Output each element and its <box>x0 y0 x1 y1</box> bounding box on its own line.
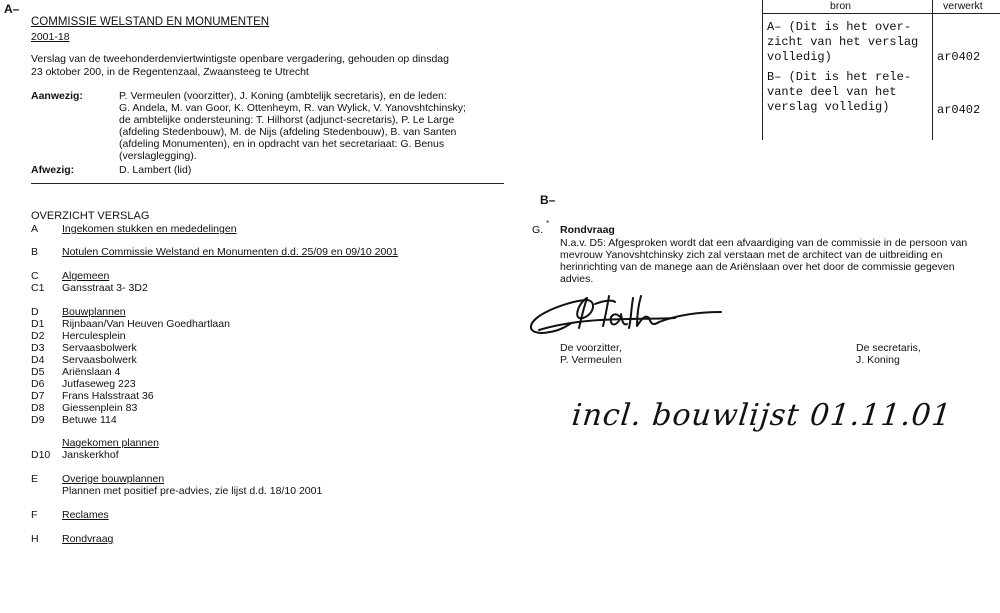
secretary-name: J. Koning <box>856 354 900 366</box>
overview-code: D6 <box>31 378 45 390</box>
section-divider <box>31 183 504 184</box>
overview-code: D10 <box>31 449 51 461</box>
overview-code: A <box>31 223 39 235</box>
overview-item: Ingekomen stukken en mededelingen <box>62 223 237 235</box>
overview-item: Servaasbolwerk <box>62 342 137 354</box>
present-line: de ambtelijke ondersteuning: T. Hilhorst (adjunct-secretaris), P. Le Large <box>119 114 455 126</box>
present-line: (afdeling Monumenten), en in opdracht van het secretariaat: G. Benus <box>119 138 445 150</box>
overview-code: D3 <box>31 342 45 354</box>
overview-item: Giessenplein 83 <box>62 402 138 414</box>
secretary-role: De secretaris, <box>856 342 921 354</box>
table-header-processed: verwerkt <box>943 0 983 12</box>
overview-item: Algemeen <box>62 270 110 282</box>
margin-mark-a: A– <box>4 2 20 16</box>
org-title: COMMISSIE WELSTAND EN MONUMENTEN <box>31 16 270 28</box>
overview-item: Bouwplannen <box>62 306 126 318</box>
question-line: herinrichting van de manege aan de Ariënslaan over het door de commissie gegeven <box>560 261 955 273</box>
overview-item: Gansstraat 3- 3D2 <box>62 282 148 294</box>
handwritten-note: incl. bouwlijst 01.11.01 <box>570 398 954 433</box>
overview-item: Betuwe 114 <box>62 414 117 426</box>
question-line: N.a.v. D5: Afgesproken wordt dat een afvaardiging van de commissie in de persoon van <box>560 237 968 249</box>
overview-item: Notulen Commissie Welstand en Monumenten d.d. 25/09 en 09/10 2001 <box>62 246 399 258</box>
present-line: (verslaglegging). <box>119 150 197 162</box>
intro-line-2: 23 oktober 200, in de Regentenzaal, Zwaansteeg te Utrecht <box>31 66 309 78</box>
question-title: Rondvraag <box>560 224 615 236</box>
overview-code: C <box>31 270 39 282</box>
overview-code: C1 <box>31 282 45 294</box>
report-number: 2001-18 <box>31 31 70 43</box>
overview-item: Servaasbolwerk <box>62 354 137 366</box>
present-line: G. Andela, M. van Goor, K. Ottenheym, R. van Wylick, V. Yanovshtchinsky; <box>119 102 466 114</box>
overview-code: F <box>31 509 38 521</box>
overview-item: Overige bouwplannen <box>62 473 165 485</box>
overview-item: Frans Halsstraat 36 <box>62 390 154 402</box>
table-column-divider <box>932 0 933 140</box>
intro-line-1: Verslag van de tweehonderdenviertwintigste openbare vergadering, gehouden op dinsdag <box>31 53 449 65</box>
chair-name: P. Vermeulen <box>560 354 622 366</box>
question-line: advies. <box>560 273 594 285</box>
table-header-source: bron <box>830 0 852 12</box>
overview-item: Ariënslaan 4 <box>62 366 121 378</box>
overview-subheading: Nagekomen plannen <box>62 437 159 449</box>
table-row-source-line: B– (Dit is het rele- <box>767 70 912 84</box>
overview-code: D7 <box>31 390 45 402</box>
overview-item: Jutfaseweg 223 <box>62 378 136 390</box>
overview-code: D <box>31 306 39 318</box>
present-line: (afdeling Stedenbouw), M. de Nijs (afdeling Stedenbouw), B. van Santen <box>119 126 457 138</box>
absent-value: D. Lambert (lid) <box>119 164 192 176</box>
overview-title: OVERZICHT VERSLAG <box>31 210 150 222</box>
overview-item: Plannen met positief pre-advies, zie lijst d.d. 18/10 2001 <box>62 485 323 497</box>
table-border-left <box>762 0 763 140</box>
chair-signature <box>525 286 725 346</box>
overview-item: Janskerkhof <box>62 449 119 461</box>
table-row-source-line: verslag volledig) <box>767 100 890 114</box>
overview-code: D5 <box>31 366 45 378</box>
question-code: G. <box>532 224 544 236</box>
present-label: Aanwezig: <box>31 90 83 102</box>
overview-item: Rijnbaan/Van Heuven Goedhartlaan <box>62 318 230 330</box>
margin-mark-b: B– <box>540 193 556 207</box>
question-line: mevrouw Yanovshtchinsky zich zal verstaan met de architect van de uitbreiding en <box>560 249 943 261</box>
overview-code: D4 <box>31 354 45 366</box>
table-row-source-line: A– (Dit is het over- <box>767 20 912 34</box>
overview-item: Reclames <box>62 509 109 521</box>
overview-code: E <box>31 473 39 485</box>
table-row-code: ar0402 <box>937 50 981 64</box>
chair-role: De voorzitter, <box>560 342 622 354</box>
overview-code: D2 <box>31 330 45 342</box>
overview-item: Herculesplein <box>62 330 126 342</box>
overview-item: Rondvraag <box>62 533 114 545</box>
table-header-divider <box>762 13 1000 14</box>
absent-label: Afwezig: <box>31 164 75 176</box>
overview-code: H <box>31 533 39 545</box>
overview-code: D9 <box>31 414 45 426</box>
table-row-source-line: volledig) <box>767 50 832 64</box>
table-row-code: ar0402 <box>937 103 981 117</box>
overview-code: B <box>31 246 39 258</box>
table-row-source-line: zicht van het verslag <box>767 35 919 49</box>
present-line: P. Vermeulen (voorzitter), J. Koning (ambtelijk secretaris), en de leden: <box>119 90 447 102</box>
question-asterisk: * <box>546 219 550 228</box>
table-row-source-line: vante deel van het <box>767 85 897 99</box>
overview-code: D8 <box>31 402 45 414</box>
overview-code: D1 <box>31 318 45 330</box>
